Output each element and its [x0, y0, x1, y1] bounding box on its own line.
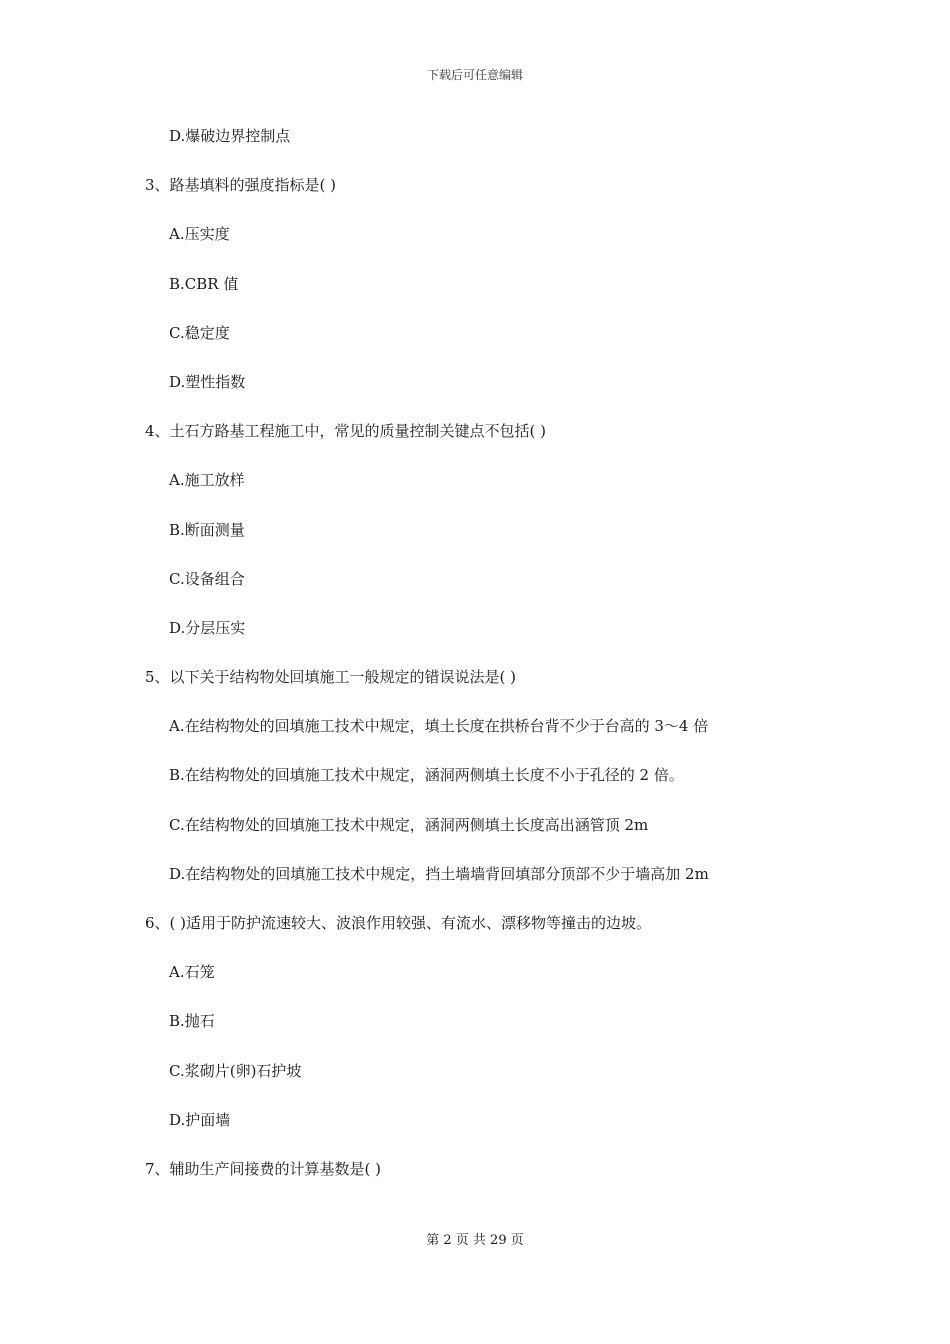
option-item: B.在结构物处的回填施工技术中规定，涵洞两侧填土长度不小于孔径的 2 倍。	[169, 766, 684, 785]
option-item: D.在结构物处的回填施工技术中规定，挡土墙墙背回填部分顶部不少于墙高加 2m	[169, 864, 709, 883]
option-item: D.分层压实	[169, 618, 246, 637]
option-item: D.塑性指数	[169, 372, 246, 391]
option-item: A.压实度	[169, 225, 230, 244]
option-item: B.断面测量	[169, 520, 245, 539]
document-body	[145, 124, 845, 1206]
page-footer: 第 2 页 共 29 页	[426, 1233, 524, 1248]
question-item: 5、以下关于结构物处回填施工一般规定的错误说法是( )	[145, 668, 517, 687]
option-item: C.稳定度	[169, 323, 230, 342]
question-item: 7、辅助生产间接费的计算基数是( )	[145, 1159, 382, 1178]
option-item: A.石笼	[169, 963, 215, 982]
option-item: A.在结构物处的回填施工技术中规定，填土长度在拱桥台背不少于台高的 3～4 倍	[169, 717, 709, 736]
page-header: 下载后可任意编辑	[426, 68, 523, 82]
question-item: 4、土石方路基工程施工中，常见的质量控制关键点不包括( )	[145, 422, 547, 441]
option-item: C.设备组合	[169, 569, 245, 588]
question-item: 3、路基填料的强度指标是( )	[145, 176, 337, 195]
option-item: D.爆破边界控制点	[169, 127, 291, 145]
option-item: B.CBR 值	[169, 274, 239, 293]
option-item: B.抛石	[169, 1012, 215, 1031]
option-item: C.浆砌片(卵)石护坡	[169, 1061, 302, 1080]
option-item: A.施工放样	[169, 471, 245, 490]
question-item: 6、( )适用于防护流速较大、波浪作用较强、有流水、漂移物等撞击的边坡。	[145, 914, 652, 932]
option-item: D.护面墙	[169, 1110, 231, 1129]
option-item: C.在结构物处的回填施工技术中规定，涵洞两侧填土长度高出涵管顶 2m	[169, 815, 649, 834]
